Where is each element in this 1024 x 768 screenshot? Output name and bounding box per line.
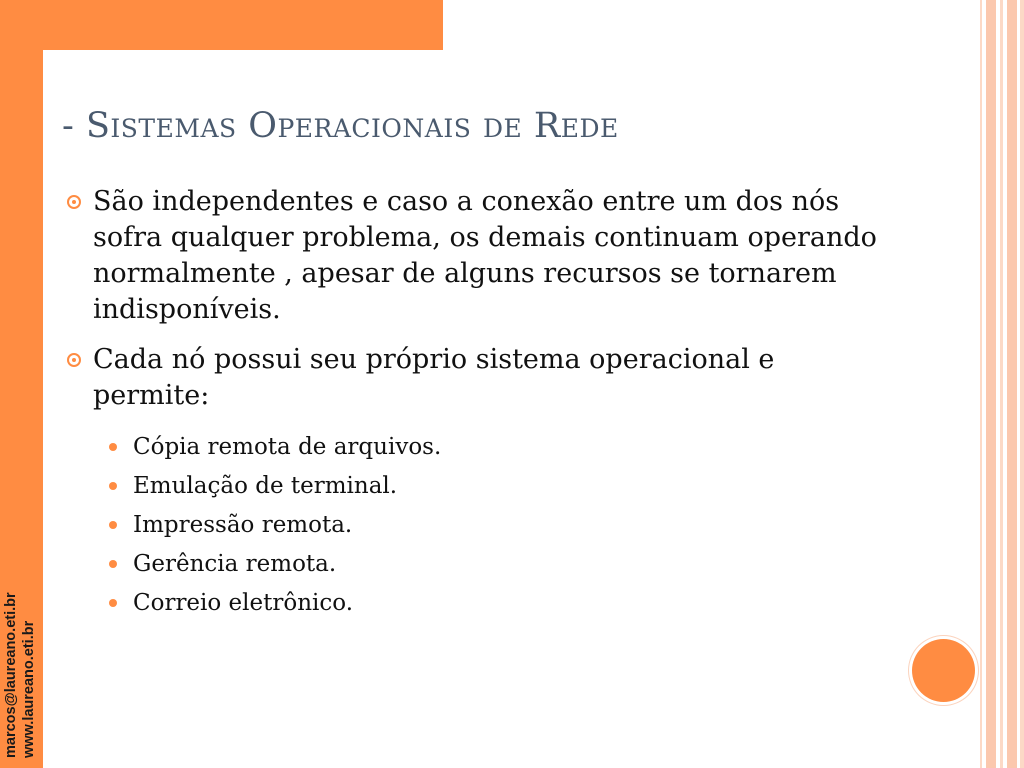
- bullet-list: [65, 184, 895, 623]
- bullet-item: [65, 184, 895, 328]
- sub-bullet-item: [93, 545, 895, 584]
- stripe: [1020, 0, 1024, 768]
- sub-bullet-item: [93, 506, 895, 545]
- bullet-text: São independentes e caso a conexão entre um dos nós sofra qualquer problema, os demais continuam operando normalmente , apesar de alguns recursos se tornarem indisponíveis.: [93, 186, 877, 325]
- ring-bullet-icon: [67, 195, 81, 209]
- circle-decoration-icon: [912, 639, 975, 702]
- sub-bullet-text: Correio eletrônico.: [133, 590, 354, 616]
- sub-bullet-text: Gerência remota.: [133, 551, 337, 577]
- sidebar-email: marcos@laureano.eti.br: [3, 592, 19, 758]
- sub-bullet-item: [93, 428, 895, 467]
- top-accent-bar: [43, 0, 443, 50]
- sub-bullet-text: Cópia remota de arquivos.: [133, 434, 442, 460]
- dot-bullet-icon: [109, 599, 117, 607]
- stripe: [980, 0, 982, 768]
- bullet-item: [65, 342, 895, 414]
- sidebar-website: www.laureano.eti.br: [21, 620, 37, 758]
- stripe: [1007, 0, 1017, 768]
- sub-bullet-text: Impressão remota.: [133, 512, 353, 538]
- right-decorative-stripes: [980, 0, 1024, 768]
- dot-bullet-icon: [109, 443, 117, 451]
- sub-bullet-item: [93, 467, 895, 506]
- dot-bullet-icon: [109, 560, 117, 568]
- bullet-text: Cada nó possui seu próprio sistema operacional e permite:: [93, 344, 775, 411]
- stripe: [1000, 0, 1003, 768]
- sub-bullet-text: Emulação de terminal.: [133, 473, 398, 499]
- sub-bullet-item: [93, 584, 895, 623]
- dot-bullet-icon: [109, 482, 117, 490]
- stripe: [986, 0, 996, 768]
- ring-bullet-icon: [67, 353, 81, 367]
- dot-bullet-icon: [109, 521, 117, 529]
- sub-bullet-list: [93, 428, 895, 623]
- slide-title: - Sistemas Operacionais de Rede: [62, 106, 619, 146]
- sidebar-contact: [2, 518, 38, 768]
